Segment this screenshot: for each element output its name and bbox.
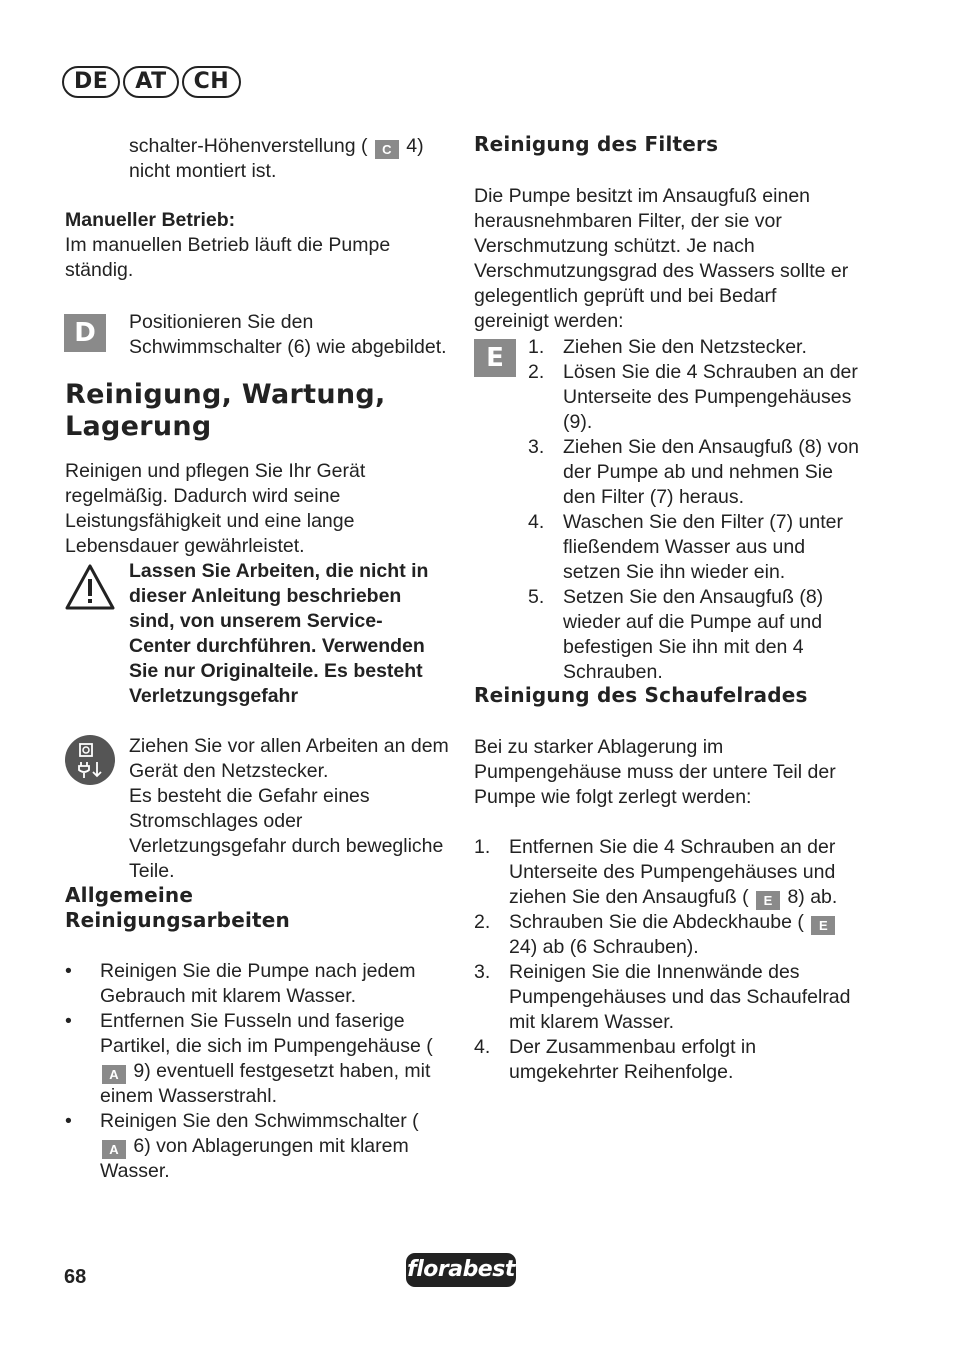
lang-de: DE bbox=[62, 66, 120, 98]
filter-text: Die Pumpe besitzt im Ansaugfuß einen herausnehmbaren Filter, der sie vor Verschmutzung schützt. Je nach Verschmutzungsgrad des Wassers sollte er gelegentlich geprüft und bei Bedarf gereinigt werden: bbox=[474, 185, 849, 332]
general-heading: Allgemeine Reinigungsarbeiten bbox=[65, 883, 290, 932]
manual-operation bbox=[65, 208, 450, 283]
unplug-notice bbox=[129, 734, 449, 884]
impeller-text: Bei zu starker Ablagerung im Pumpengehäuse muss der untere Teil der Pumpe wie folgt zerlegt werden: bbox=[474, 736, 836, 808]
intro-text: schalter-Höhenverstellung ( C 4) nicht montiert ist. bbox=[129, 135, 424, 182]
list-item: 4. Waschen Sie den Filter (7) unter fließendem Wasser aus und setzen Sie ihn wieder ein. bbox=[528, 511, 843, 583]
unplug-icon bbox=[64, 734, 116, 786]
figure-badge-e: E bbox=[811, 916, 835, 935]
warning-icon bbox=[64, 562, 116, 612]
figure-badge-e: E bbox=[756, 891, 780, 910]
figure-badge-c: C bbox=[375, 140, 399, 159]
list-item: • Reinigen Sie den Schwimmschalter ( A 6) von Ablagerungen mit klarem Wasser. bbox=[65, 1109, 450, 1184]
list-item: 1. Entfernen Sie die 4 Schrauben an der Unterseite des Pumpengehäuses und ziehen Sie den Ansaugfuß ( E 8) ab. bbox=[474, 836, 838, 908]
list-item: 2. Lösen Sie die 4 Schrauben an der Unterseite des Pumpengehäuses (9). bbox=[528, 361, 858, 433]
language-selector bbox=[62, 66, 241, 98]
filter-heading: Reinigung des Filters bbox=[474, 132, 719, 156]
brand-logo: florabest bbox=[406, 1253, 516, 1287]
unplug-line2: Es besteht die Gefahr eines Stromschlages oder Verletzungsgefahr durch bewegliche Teile. bbox=[129, 785, 444, 882]
lang-ch: CH bbox=[182, 66, 242, 98]
general-bullets bbox=[65, 959, 450, 1184]
list-item: • Reinigen Sie die Pumpe nach jedem Gebrauch mit klarem Wasser. bbox=[65, 959, 450, 1009]
lang-at: AT bbox=[123, 66, 178, 98]
impeller-steps bbox=[474, 835, 859, 1085]
manual-heading: Manueller Betrieb: bbox=[65, 209, 236, 231]
list-item: 3. Ziehen Sie den Ansaugfuß (8) von der Pumpe ab und nehmen Sie den Filter (7) heraus. bbox=[528, 436, 859, 508]
page-number: 68 bbox=[64, 1266, 87, 1288]
list-item: 5. Setzen Sie den Ansaugfuß (8) wieder auf die Pumpe auf und befestigen Sie ihn mit den 4 Schrauben. bbox=[528, 586, 824, 683]
section-text: Reinigen und pflegen Sie Ihr Gerät regelmäßig. Dadurch wird seine Leistungsfähigkeit und eine lange Lebensdauer gewährleistet. bbox=[65, 460, 366, 557]
section-title: Reinigung, Wartung, Lagerung bbox=[65, 379, 386, 442]
unplug-line1: Ziehen Sie vor allen Arbeiten an dem Gerät den Netzstecker. bbox=[129, 735, 449, 782]
figure-badge-d: D bbox=[64, 314, 106, 352]
impeller-heading: Reinigung des Schaufelrades bbox=[474, 683, 808, 707]
manual-text: Im manuellen Betrieb läuft die Pumpe ständig. bbox=[65, 234, 391, 281]
figure-badge-a: A bbox=[102, 1065, 126, 1084]
list-item: 2. Schrauben Sie die Abdeckhaube ( E 24) ab (6 Schrauben). bbox=[474, 910, 859, 960]
figure-badge-e: E bbox=[474, 339, 516, 377]
list-item: 1. Ziehen Sie den Netzstecker. bbox=[528, 336, 807, 358]
list-item: 3. Reinigen Sie die Innenwände des Pumpengehäuses und das Schaufelrad mit klarem Wasser. bbox=[474, 961, 851, 1033]
list-item: 4. Der Zusammenbau erfolgt in umgekehrter Reihenfolge. bbox=[474, 1036, 757, 1083]
step-d-text: Positionieren Sie den Schwimmschalter (6) wie abgebildet. bbox=[129, 311, 447, 358]
warning-text: Lassen Sie Arbeiten, die nicht in dieser Anleitung beschrieben sind, von unserem Service-Center durchführen. Verwenden Sie nur Originalteile. Es besteht Verletzungsgefahr bbox=[129, 560, 429, 707]
filter-steps bbox=[528, 335, 863, 685]
figure-badge-a: A bbox=[102, 1140, 126, 1159]
list-item: • Entfernen Sie Fusseln und faserige Partikel, die sich im Pumpengehäuse ( A 9) eventuell festgesetzt haben, mit einem Wasserstrahl. bbox=[65, 1009, 450, 1109]
